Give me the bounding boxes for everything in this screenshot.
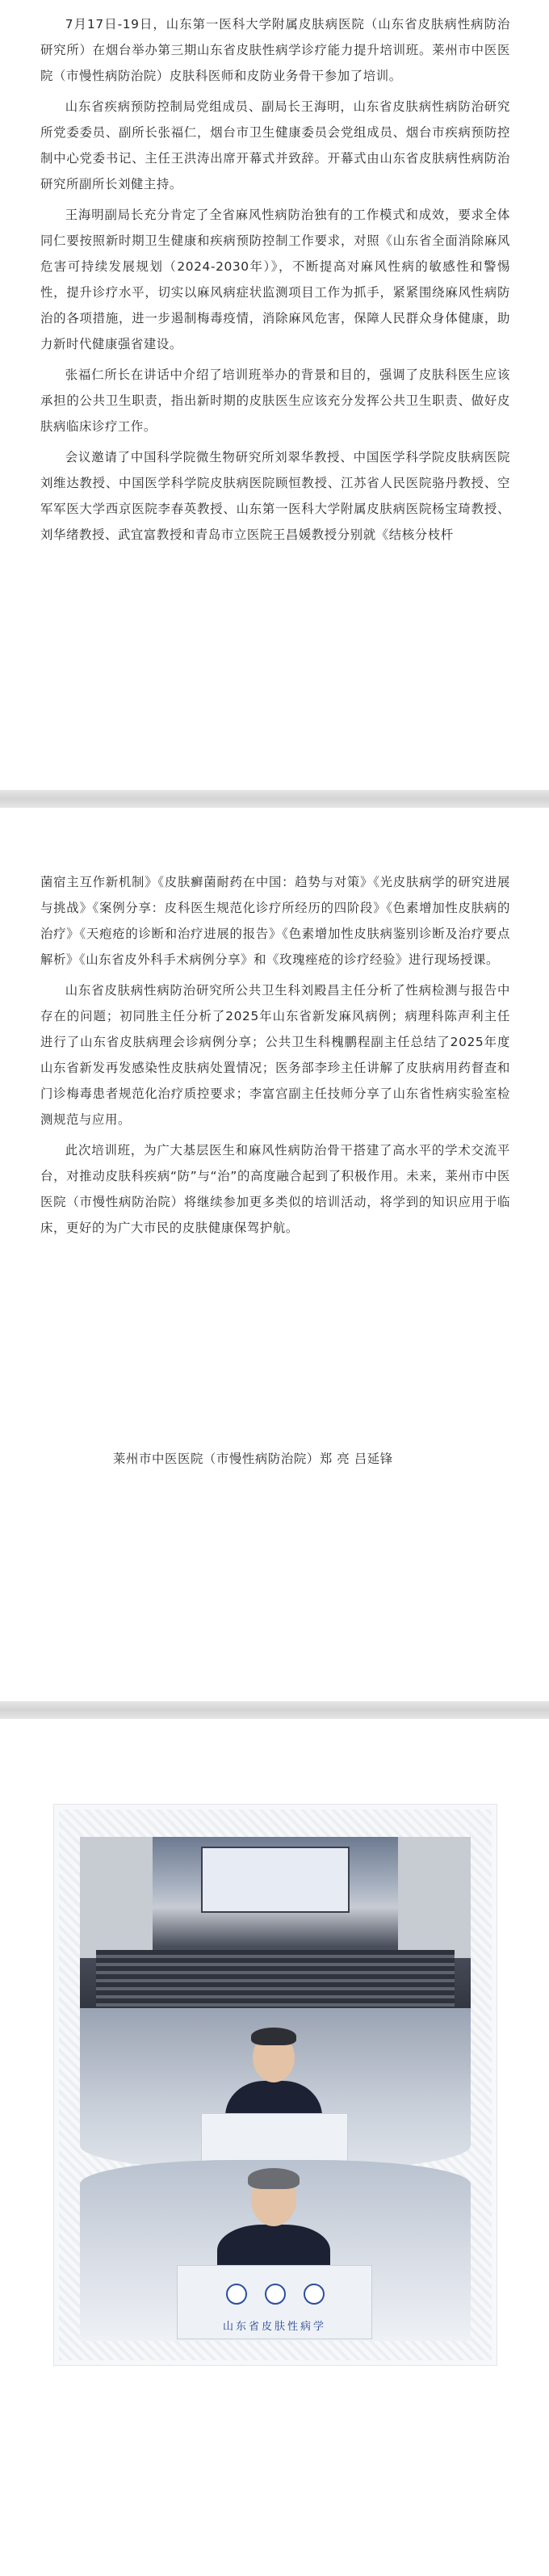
paragraph: 王海明副局长充分肯定了全省麻风性病防治独有的工作模式和成效，要求全体同仁要按照新时期卫生健康和疾病预防控制工作要求，对照《山东省全面消除麻风危害可持续发展规划（2024-2030年）》，不断提高对麻风性病的敏感性和警惕性，提升诊疗水平，切实以麻风病症状监测项目工作为抓手，紧紧围绕麻风性病防治的各项措施，进一步遏制梅毒疫情，消除麻风危害，保障人民群众身体健康，助力新时代健康强省建设。 bbox=[40, 208, 510, 351]
paragraph: 会议邀请了中国科学院微生物研究所刘翠华教授、中国医学科学院皮肤病医院刘维达教授、中国医学科学院皮肤病医院顾恒教授、江苏省人民医院骆丹教授、空军军医大学西京医院李春英教授、山东第一医科大学附属皮肤病医院杨宝琦教授、刘华绪教授、武宜富教授和青岛市立医院王昌媛教授分别就《结核分枝杆 bbox=[40, 450, 510, 542]
institution-logo-icon bbox=[265, 2284, 286, 2305]
page-divider bbox=[0, 1701, 549, 1719]
podium bbox=[177, 2265, 372, 2339]
podium bbox=[201, 2113, 348, 2163]
document-page-1 bbox=[0, 0, 549, 790]
institution-logo-icon bbox=[304, 2284, 325, 2305]
institution-logo-icon bbox=[226, 2284, 247, 2305]
article-body-part-2 bbox=[40, 869, 510, 1241]
paragraph: 山东省疾病预防控制局党组成员、副局长王海明，山东省皮肤病性病防治研究所党委委员、副所长张福仁，烟台市卫生健康委员会党组成员、烟台市疾病预防控制中心党委书记、主任王洪涛出席开幕式并致辞。开幕式由山东省皮肤病性病防治研究所副所长刘健主持。 bbox=[40, 99, 510, 191]
speaker-hair bbox=[248, 2168, 300, 2189]
page-divider bbox=[0, 790, 549, 808]
paragraph: 山东省皮肤病性病防治研究所公共卫生科刘殿昌主任分析了性病检测与报告中存在的问题；初同胜主任分析了2025年山东省新发麻风病例；病理科陈声利主任进行了山东省皮肤病理会诊病例分享；公共卫生科槐鹏程副主任总结了2025年度山东省新发再发感染性皮肤病处置情况；医务部李珍主任讲解了皮肤病用药督查和门诊梅毒患者规范化治疗质控要求；李富宫副主任技师分享了山东省性病实验室检测规范与应用。 bbox=[40, 983, 510, 1127]
audience-rows bbox=[96, 1950, 455, 2007]
speaker-hair bbox=[251, 2028, 296, 2045]
speaker-photo-2 bbox=[80, 2160, 471, 2341]
podium-banner-text: 山东省皮肤性病学 bbox=[222, 2321, 326, 2333]
author-signature: 莱州市中医医院（市慢性病防治院）郑 亮 吕延锋 bbox=[113, 1452, 393, 1466]
conference-hall-photo bbox=[80, 1837, 471, 2013]
paragraph: 菌宿主互作新机制》《皮肤癣菌耐药在中国：趋势与对策》《光皮肤病学的研究进展与挑战》《案例分享：皮科医生规范化诊疗所经历的四阶段》《色素增加性皮肤病的治疗》《天疱疮的诊断和治疗进展的报告》《色素增加性皮肤病鉴别诊断及治疗要点解析》《山东省皮外科手术病例分享》和《玫瑰痤疮的诊疗经验》进行现场授课。 bbox=[40, 875, 510, 967]
hall-wall bbox=[80, 1837, 153, 1958]
article-body-part-1 bbox=[40, 11, 510, 548]
paragraph: 此次培训班，为广大基层医生和麻风性病防治骨干搭建了高水平的学术交流平台，对推动皮肤科疾病“防”与“治”的高度融合起到了积极作用。未来，莱州市中医医院（市慢性病防治院）将继续参加更多类似的培训活动，将学到的知识应用于临床，更好的为广大市民的皮肤健康保驾护航。 bbox=[40, 1143, 510, 1235]
speaker bbox=[217, 2168, 330, 2281]
photo-collage bbox=[53, 1804, 497, 2366]
hall-wall bbox=[398, 1837, 471, 1958]
paragraph: 张福仁所长在讲话中介绍了培训班举办的背景和目的，强调了皮肤科医生应该承担的公共卫生职责，指出新时期的皮肤医生应该充分发挥公共卫生职责、做好皮肤病临床诊疗工作。 bbox=[40, 368, 510, 434]
paragraph: 7月17日-19日，山东第一医科大学附属皮肤病医院（山东省皮肤病性病防治研究所）在烟台举办第三期山东省皮肤性病学诊疗能力提升培训班。莱州市中医医院（市慢性病防治院）皮肤科医师和皮防业务骨干参加了培训。 bbox=[40, 17, 510, 83]
projection-screen bbox=[201, 1847, 350, 1913]
speaker-photo-1 bbox=[80, 2008, 471, 2170]
